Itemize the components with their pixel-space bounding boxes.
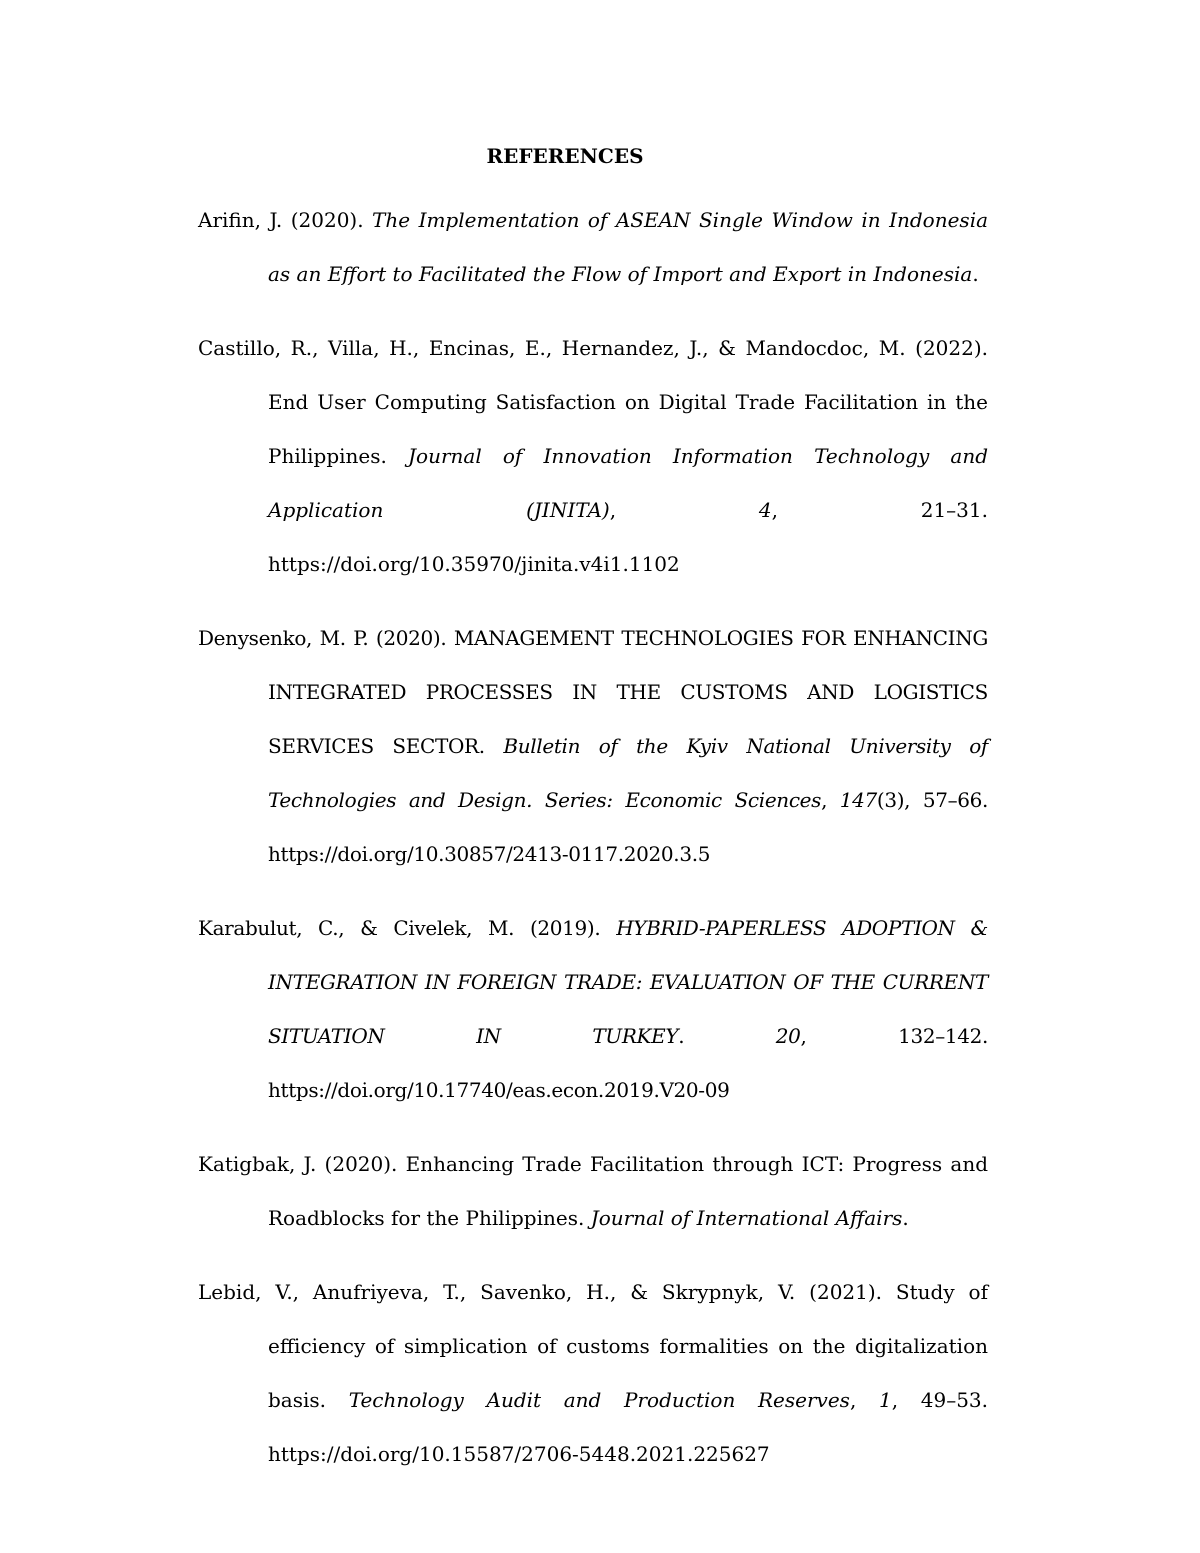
page-title: REFERENCES (486, 144, 644, 168)
reference-item (198, 901, 988, 1117)
reference-volume: 147 (839, 788, 877, 812)
reference-volume: 1 (878, 1388, 892, 1412)
reference-pages-doi: (3), 57–66. https://doi.org/10.30857/2413-0117.2020.3.5 (268, 788, 988, 866)
reference-authors-title: Katigbak, J. (2020). Enhancing Trade Facilitation through ICT: Progress and Roadblocks for the Philippines. (198, 1152, 988, 1230)
reference-end: . (972, 262, 979, 286)
reference-separator: , (821, 788, 840, 812)
reference-authors-title: Denysenko, M. P. (2020). MANAGEMENT TECHNOLOGIES FOR ENHANCING INTEGRATED PROCESSES IN THE CUSTOMS AND LOGISTICS SERVICES SECTOR. (198, 626, 988, 758)
reference-authors-year: Arifin, J. (2020). (198, 208, 373, 232)
reference-journal: Bulletin of the Kyiv National University of Technologies and Design. Series: Economic Sciences (268, 734, 988, 812)
reference-item (198, 193, 988, 301)
reference-authors-title: Lebid, V., Anufriyeva, T., Savenko, H., & Skrypnyk, V. (2021). Study of efficiency of simplication of customs formalities on the digitalization basis. (198, 1280, 988, 1412)
reference-authors-title: Castillo, R., Villa, H., Encinas, E., Hernandez, J., & Mandocdoc, M. (2022). End User Computing Satisfaction on Digital Trade Facilitation in the Philippines. (198, 336, 988, 468)
reference-end: . (902, 1206, 909, 1230)
reference-volume: 4 (758, 498, 772, 522)
reference-title: The Implementation of ASEAN Single Window in Indonesia as an Effort to Facilitated the Flow of Import and Export in Indonesia (268, 208, 989, 286)
reference-authors-year: Karabulut, C., & Civelek, M. (2019). (198, 916, 617, 940)
reference-title: HYBRID-PAPERLESS ADOPTION & INTEGRATION IN FOREIGN TRADE: EVALUATION OF THE CURRENT SITUATION IN TURKEY (268, 916, 988, 1048)
reference-journal: Technology Audit and Production Reserves (348, 1388, 850, 1412)
reference-item (198, 321, 988, 591)
reference-pages-doi: , 49–53. https://doi.org/10.15587/2706-5448.2021.225627 (268, 1388, 988, 1466)
reference-item (198, 1137, 988, 1245)
reference-journal: Journal of Innovation Information Technology and Application (JINITA) (268, 444, 989, 522)
reference-separator: , (609, 498, 759, 522)
reference-separator: . (678, 1024, 776, 1048)
reference-item (198, 1265, 988, 1481)
reference-volume: 20 (775, 1024, 801, 1048)
reference-list (198, 193, 988, 1501)
reference-journal: Journal of International Affairs (590, 1206, 903, 1230)
reference-pages-doi: , 132–142. https://doi.org/10.17740/eas.econ.2019.V20-09 (268, 1024, 988, 1102)
reference-separator: , (849, 1388, 879, 1412)
reference-pages-doi: , 21–31. https://doi.org/10.35970/jinita.v4i1.1102 (268, 498, 988, 576)
reference-item (198, 611, 988, 881)
